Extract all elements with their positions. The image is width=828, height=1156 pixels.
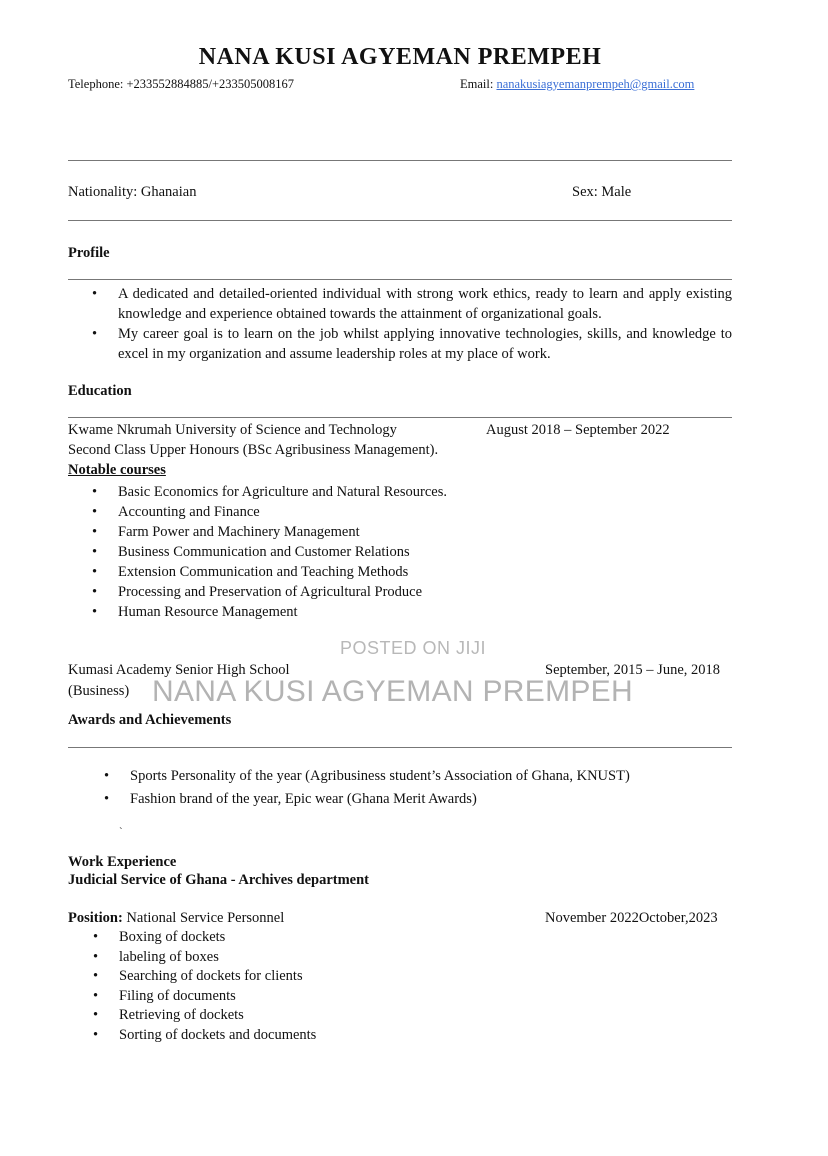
list-item: • Boxing of dockets xyxy=(69,928,316,948)
sex: Sex: Male xyxy=(572,184,632,200)
telephone: Telephone: +233552884885/+233505008167 xyxy=(68,77,295,91)
email-link[interactable]: nanakusiagyemanprempeh@gmail.com xyxy=(496,77,695,91)
position: National Service Personnel xyxy=(122,910,285,926)
list-item: • Farm Power and Machinery Management xyxy=(68,522,447,542)
school: Kumasi Academy Senior High School xyxy=(68,662,290,678)
education-heading: Education xyxy=(68,383,132,399)
list-item: • Filing of documents xyxy=(69,987,316,1007)
list-item: • A dedicated and detailed-oriented individual with strong work ethics, ready to learn and apply existing knowledge and experience obtained towards the attainment of organizational goals. xyxy=(68,284,732,324)
list-item: • labeling of boxes xyxy=(69,948,316,968)
divider xyxy=(68,417,732,418)
watermark-posted: POSTED ON JIJI xyxy=(340,638,487,658)
position-line xyxy=(68,910,284,927)
list-item: • Basic Economics for Agriculture and Natural Resources. xyxy=(68,482,447,502)
work-heading: Work Experience xyxy=(68,854,177,870)
list-item: • Extension Communication and Teaching Methods xyxy=(68,562,447,582)
email-line xyxy=(460,77,694,92)
employer: Judicial Service of Ghana - Archives department xyxy=(68,872,369,888)
stray-mark: ` xyxy=(119,826,123,838)
position-label: Position: xyxy=(68,910,123,926)
watermark-name: NANA KUSI AGYEMAN PREMPEH xyxy=(152,675,633,708)
divider xyxy=(68,220,732,221)
email-label: Email: xyxy=(460,77,497,91)
list-item: • Accounting and Finance xyxy=(68,502,447,522)
list-item: • Processing and Preservation of Agricultural Produce xyxy=(68,582,447,602)
awards-heading: Awards and Achievements xyxy=(68,712,232,728)
divider xyxy=(68,160,732,161)
divider xyxy=(68,279,732,280)
school-dates: September, 2015 – June, 2018 xyxy=(545,662,721,678)
list-item: • Business Communication and Customer Relations xyxy=(68,542,447,562)
divider xyxy=(68,747,732,748)
list-item: • Retrieving of dockets xyxy=(69,1006,316,1026)
list-item: • Sports Personality of the year (Agribusiness student’s Association of Ghana, KNUST) xyxy=(80,765,630,788)
list-item: • Human Resource Management xyxy=(68,602,447,622)
degree: Second Class Upper Honours (BSc Agribusiness Management). xyxy=(68,442,439,458)
university: Kwame Nkrumah University of Science and Technology xyxy=(68,422,397,438)
profile-heading: Profile xyxy=(68,245,110,261)
list-item: • Searching of dockets for clients xyxy=(69,967,316,987)
school-program: (Business) xyxy=(68,683,130,699)
resume-name: NANA KUSI AGYEMAN PREMPEH xyxy=(198,44,602,70)
university-dates: August 2018 – September 2022 xyxy=(486,422,670,438)
list-item: • Fashion brand of the year, Epic wear (Ghana Merit Awards) xyxy=(80,788,630,811)
list-item: • Sorting of dockets and documents xyxy=(69,1026,316,1046)
nationality: Nationality: Ghanaian xyxy=(68,184,197,200)
courses-list xyxy=(68,482,447,622)
profile-list xyxy=(68,284,732,364)
awards-list xyxy=(80,765,630,811)
list-item: • My career goal is to learn on the job whilst applying innovative technologies, skills, and knowledge to excel in my organization and assume leadership roles at my place of work. xyxy=(68,324,732,364)
duties-list xyxy=(69,928,316,1046)
notable-courses-heading: Notable courses xyxy=(68,462,166,478)
work-dates: November 2022October,2023 xyxy=(545,910,718,926)
